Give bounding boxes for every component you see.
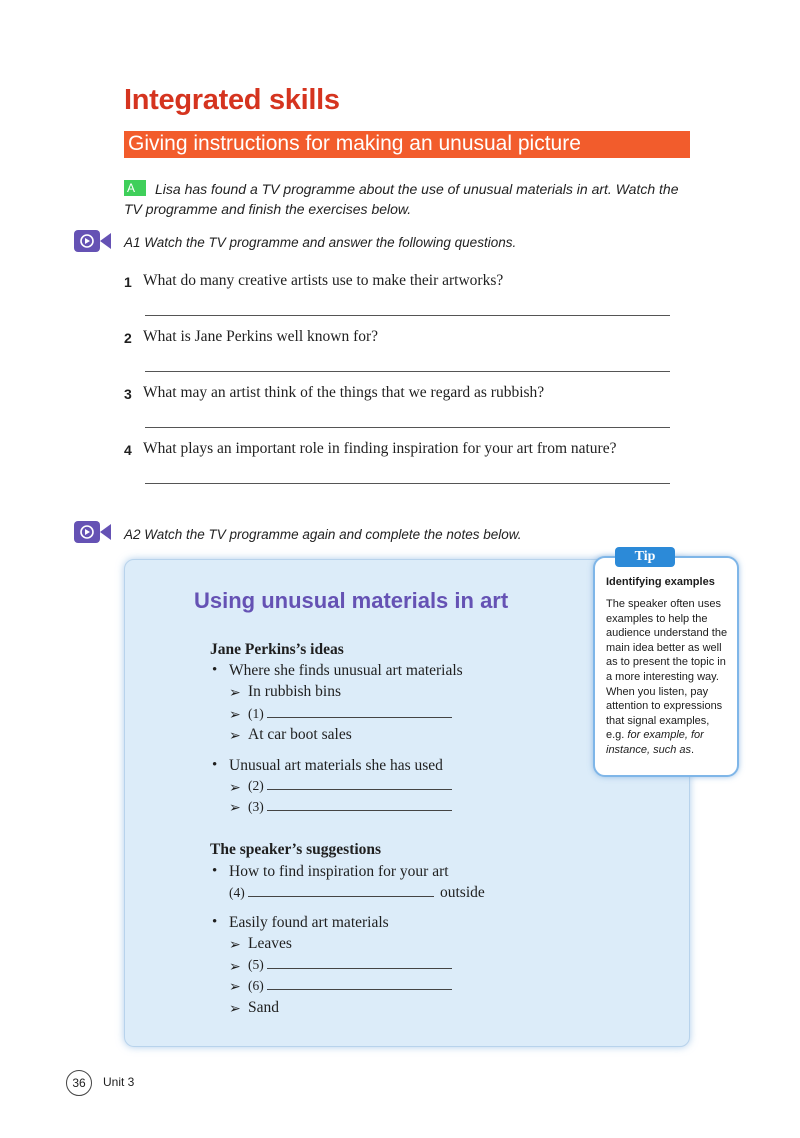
question-text: What do many creative artists use to make their artworks? — [143, 272, 504, 289]
blank-number: (5) — [248, 957, 264, 972]
fill-in-blank[interactable] — [248, 796, 452, 815]
bullet-icon: • — [212, 757, 218, 773]
question-number: 1 — [124, 274, 132, 290]
blank-line[interactable] — [267, 954, 452, 969]
a2-instruction: A2 Watch the TV programme again and complete the notes below. — [124, 527, 522, 542]
blank-line[interactable] — [267, 975, 452, 990]
bullet-icon: • — [212, 662, 218, 678]
blank-number: (6) — [248, 978, 264, 993]
arrow-bullet-icon: ➢ — [229, 1002, 241, 1017]
tip-body — [606, 597, 730, 758]
video-camera-icon — [74, 521, 111, 543]
question-text: What is Jane Perkins well known for? — [143, 328, 379, 345]
tip-heading: Identifying examples — [606, 576, 715, 588]
notes-section-heading: The speaker’s suggestions — [210, 841, 382, 858]
bullet-text: Where she finds unusual art materials — [229, 662, 463, 679]
bullet-icon: • — [212, 914, 218, 930]
tip-tab: Tip — [615, 547, 675, 567]
question-number: 4 — [124, 442, 132, 458]
a1-instruction: A1 Watch the TV programme and answer the following questions. — [124, 235, 517, 250]
arrow-bullet-icon: ➢ — [229, 729, 241, 744]
fill-in-blank[interactable] — [248, 975, 452, 994]
bullet-text: Easily found art materials — [229, 914, 389, 931]
answer-line[interactable] — [145, 483, 670, 484]
notes-title: Using unusual materials in art — [194, 588, 509, 613]
tip-examples: for example, for instance, such as — [606, 729, 704, 756]
blank-line[interactable] — [267, 796, 452, 811]
answer-line[interactable] — [145, 315, 670, 316]
bullet-icon: • — [212, 863, 218, 879]
fill-in-blank[interactable] — [248, 775, 452, 794]
blank-line[interactable] — [248, 882, 434, 897]
page-title: Integrated skills — [124, 84, 340, 116]
page-subtitle: Giving instructions for making an unusual picture — [128, 132, 581, 155]
blank-number: (1) — [248, 706, 264, 721]
tip-body-text: The speaker often uses examples to help the audience understand the main idea better as well as to present the topic in a more interesting way. When you listen, pay attention to expressions that signal examples, e.g. — [606, 598, 728, 742]
answer-line[interactable] — [145, 427, 670, 428]
list-item: At car boot sales — [248, 726, 352, 743]
question-number: 2 — [124, 330, 132, 346]
section-a-label: A — [124, 180, 146, 196]
blank-number: (4) — [229, 885, 245, 900]
arrow-bullet-icon: ➢ — [229, 938, 241, 953]
blank-suffix: outside — [440, 884, 485, 901]
arrow-bullet-icon: ➢ — [229, 781, 241, 796]
arrow-bullet-icon: ➢ — [229, 980, 241, 995]
blank-line[interactable] — [267, 703, 452, 718]
section-a-intro: Lisa has found a TV programme about the use of unusual materials in art. Watch the TV programme and finish the exercises below. — [124, 181, 679, 217]
blank-number: (2) — [248, 778, 264, 793]
list-item: In rubbish bins — [248, 683, 341, 700]
question-text: What plays an important role in finding inspiration for your art from nature? — [143, 440, 617, 457]
question-text: What may an artist think of the things that we regard as rubbish? — [143, 384, 545, 401]
blank-number: (3) — [248, 799, 264, 814]
bullet-text: How to find inspiration for your art — [229, 863, 449, 880]
unit-label: Unit 3 — [103, 1075, 135, 1089]
fill-in-blank[interactable] — [248, 703, 452, 722]
list-item: Leaves — [248, 935, 292, 952]
tip-end: . — [691, 743, 695, 756]
question-number: 3 — [124, 386, 132, 402]
list-item: Sand — [248, 999, 279, 1016]
page-number: 36 — [66, 1070, 92, 1096]
answer-line[interactable] — [145, 371, 670, 372]
arrow-bullet-icon: ➢ — [229, 960, 241, 975]
video-camera-icon — [74, 230, 111, 252]
bullet-text: Unusual art materials she has used — [229, 757, 443, 774]
notes-section-heading: Jane Perkins’s ideas — [210, 641, 344, 658]
fill-in-blank[interactable] — [248, 954, 452, 973]
arrow-bullet-icon: ➢ — [229, 801, 241, 816]
fill-in-blank[interactable] — [229, 882, 434, 901]
arrow-bullet-icon: ➢ — [229, 686, 241, 701]
arrow-bullet-icon: ➢ — [229, 708, 241, 723]
blank-line[interactable] — [267, 775, 452, 790]
